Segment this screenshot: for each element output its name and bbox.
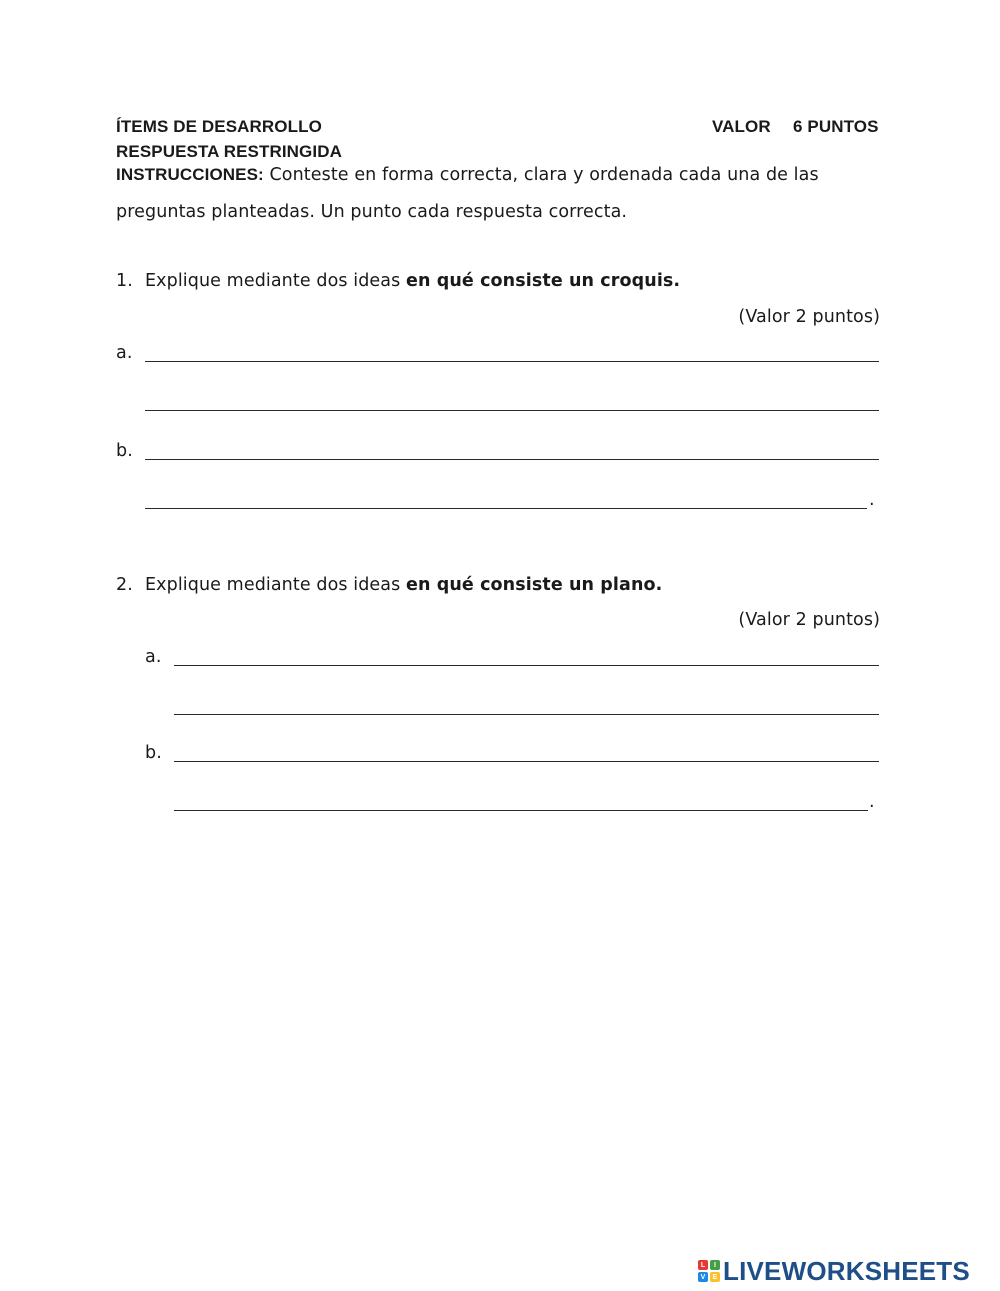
question-1-text [145, 271, 680, 291]
logo-icon-letter-v: V [698, 1272, 708, 1282]
logo-icon-letter-i: I [710, 1260, 720, 1270]
question-2-bold: en qué consiste un plano. [406, 575, 663, 595]
answer-line-1a-2[interactable] [145, 410, 879, 411]
question-1-option-b: b. [116, 441, 133, 461]
question-1-number: 1. [116, 271, 133, 291]
answer-line-2b-1[interactable] [174, 761, 879, 762]
answer-line-1a-1[interactable] [145, 361, 879, 362]
liveworksheets-brand: LIVEWORKSHEETS [723, 1255, 970, 1286]
line-end-1: . [869, 490, 875, 510]
liveworksheets-logo-icon [698, 1260, 720, 1282]
question-2-option-b: b. [145, 743, 162, 763]
answer-line-2b-2[interactable] [174, 810, 868, 811]
question-1-option-a: a. [116, 343, 133, 363]
value-label: VALOR [712, 117, 771, 136]
page-title: ÍTEMS DE DESARROLLO [116, 117, 322, 136]
instructions-label: INSTRUCCIONES: [116, 165, 264, 184]
logo-icon-letter-l: L [698, 1260, 708, 1270]
instructions-line-1 [116, 165, 819, 185]
question-2-prompt: Explique mediante dos ideas [145, 575, 407, 595]
line-end-2: . [869, 792, 875, 812]
liveworksheets-logo[interactable] [698, 1256, 970, 1286]
instructions-text-1: Conteste en forma correcta, clara y ordenada cada una de las [263, 165, 819, 185]
question-2-number: 2. [116, 575, 133, 595]
answer-line-1b-1[interactable] [145, 459, 879, 460]
answer-line-2a-1[interactable] [174, 665, 879, 666]
logo-icon-letter-e: E [710, 1272, 720, 1282]
question-2-option-a: a. [145, 647, 162, 667]
instructions-line-2: preguntas planteadas. Un punto cada respuesta correcta. [116, 202, 628, 222]
answer-line-1b-2[interactable] [145, 508, 867, 509]
question-2-value: (Valor 2 puntos) [738, 610, 880, 630]
page-subtitle: RESPUESTA RESTRINGIDA [116, 142, 342, 161]
question-1-bold: en qué consiste un croquis. [406, 271, 681, 291]
answer-line-2a-2[interactable] [174, 714, 879, 715]
question-2-text [145, 575, 662, 595]
value-points: 6 PUNTOS [793, 117, 879, 136]
question-1-prompt: Explique mediante dos ideas [145, 271, 407, 291]
question-1-value: (Valor 2 puntos) [738, 307, 880, 327]
